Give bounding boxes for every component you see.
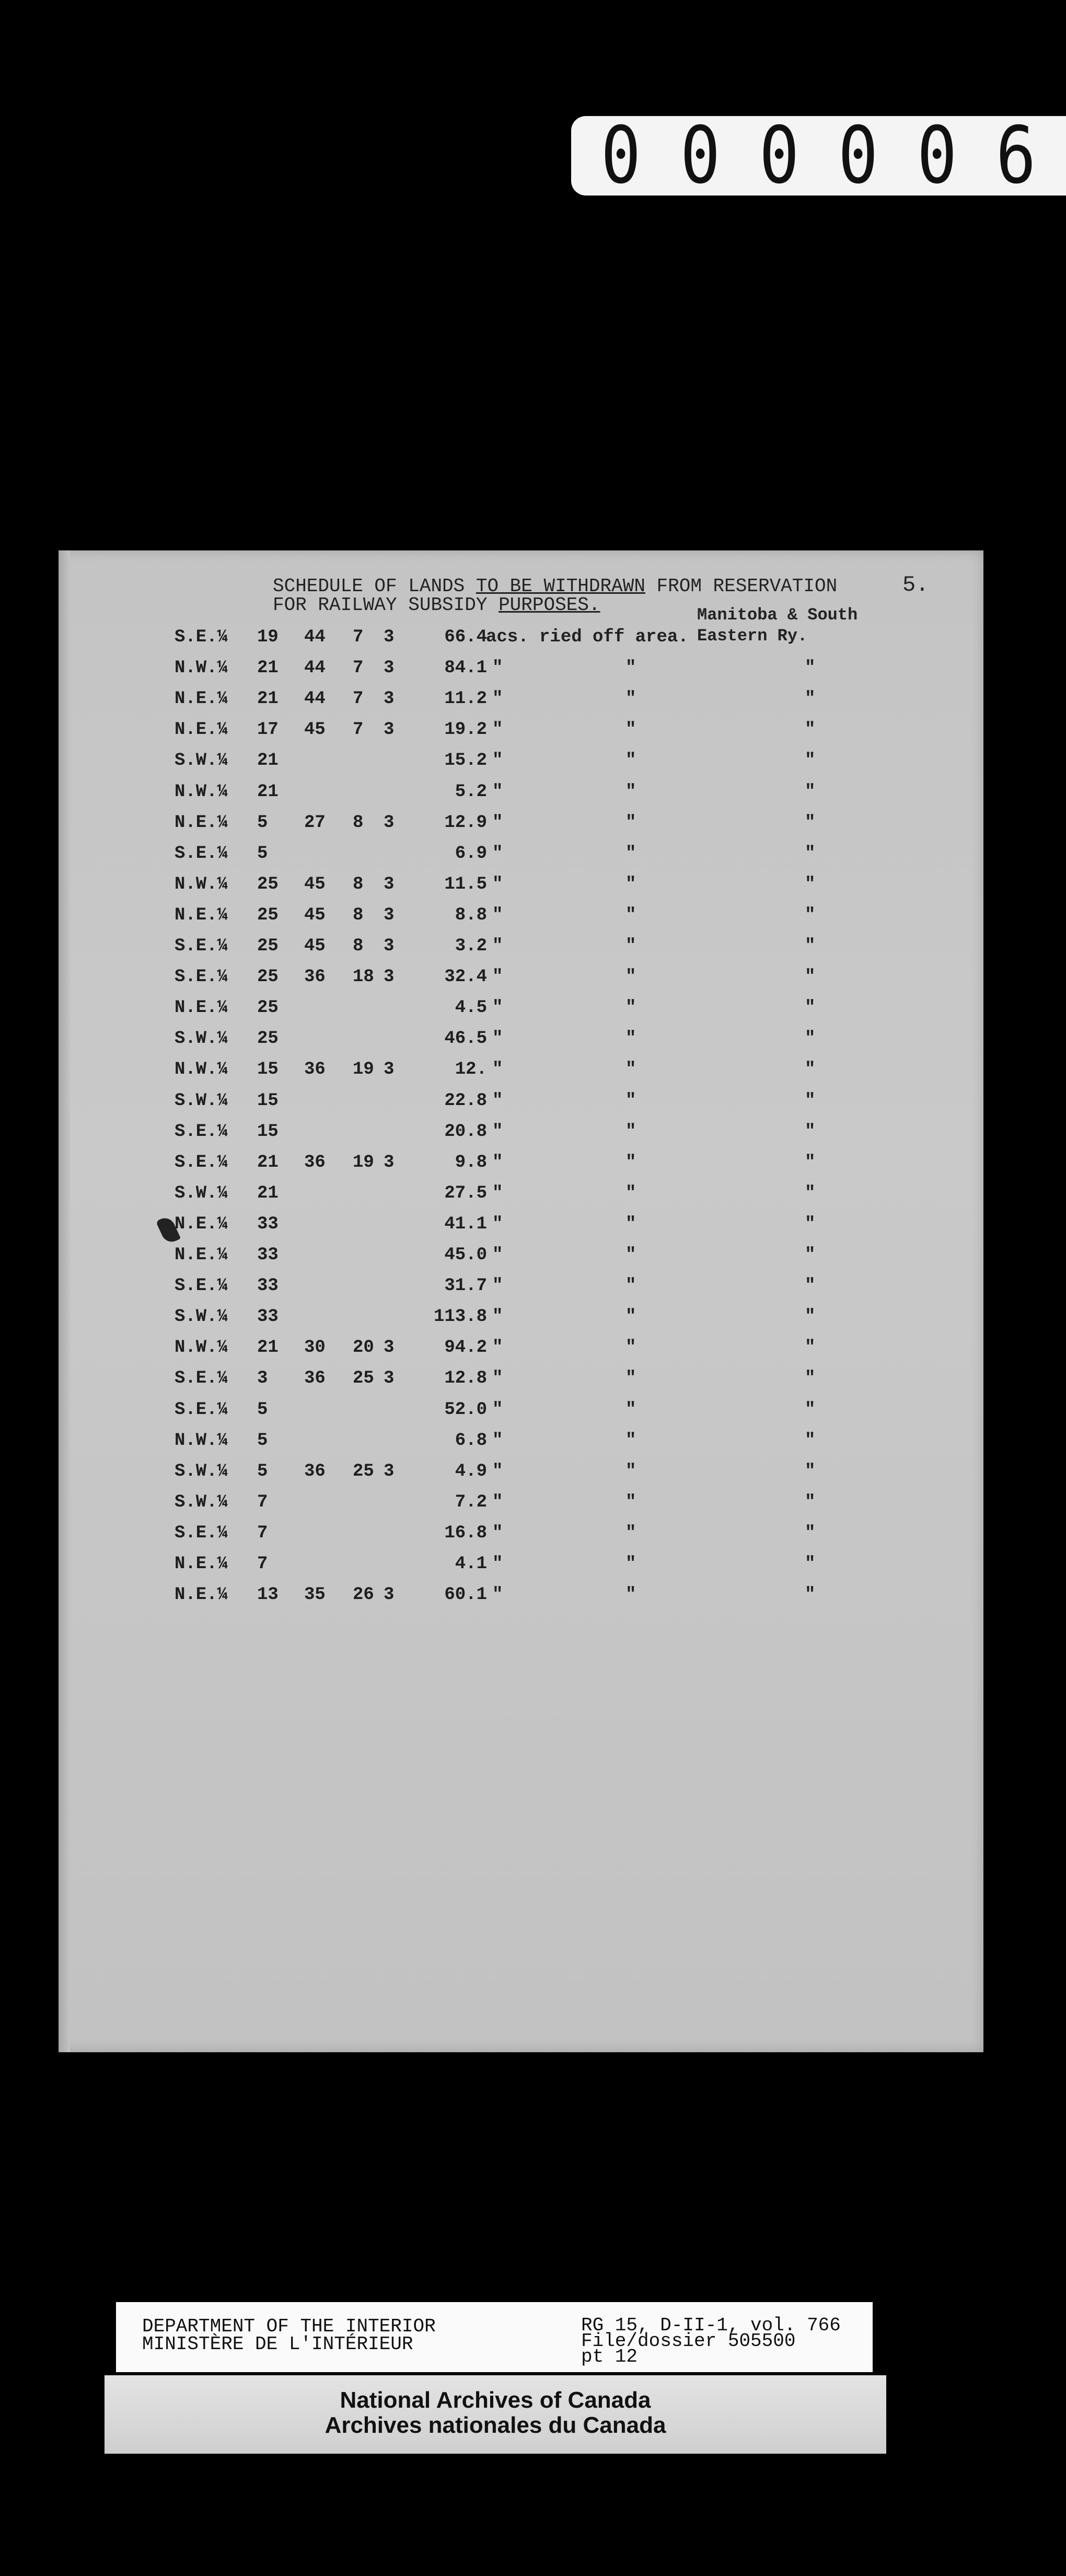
cell-mer: 3 — [384, 1060, 395, 1080]
table-row — [59, 1338, 983, 1369]
cell-d1: " — [492, 1090, 503, 1111]
cell-twp: 27 — [304, 812, 326, 833]
cell-area: 7.2 — [455, 1492, 487, 1512]
cell-d2: " — [625, 1060, 636, 1080]
cell-twp: 36 — [304, 1060, 326, 1080]
cell-d3: " — [805, 689, 816, 709]
cell-sec: 7 — [257, 1554, 268, 1574]
cell-area: 4.9 — [455, 1461, 487, 1481]
cell-area: 12. — [455, 1060, 487, 1080]
cell-area: 45.0 — [444, 1245, 487, 1265]
ref-line-1: RG 15, D-II-1, vol. 766 — [581, 2315, 841, 2336]
cell-d2: " — [625, 843, 636, 864]
cell-d2: " — [625, 1183, 636, 1203]
cell-d3: " — [805, 1060, 816, 1080]
cell-area: 5.2 — [455, 781, 487, 802]
title-underlined-text: PURPOSES. — [499, 594, 600, 616]
cell-q: S.W.¼ — [175, 1183, 228, 1203]
table-row — [59, 1122, 983, 1153]
table-row — [59, 1307, 983, 1338]
cell-d2: " — [625, 1245, 636, 1265]
cell-sec: 21 — [257, 1152, 279, 1172]
cell-sec: 5 — [257, 1399, 268, 1420]
cell-d3: " — [805, 1307, 816, 1327]
cell-d3: " — [805, 658, 816, 678]
cell-sec: 15 — [257, 1060, 279, 1080]
cell-sec: 7 — [257, 1523, 268, 1543]
table-row — [59, 1492, 983, 1524]
table-row — [59, 1029, 983, 1060]
cell-d2: " — [625, 1307, 636, 1327]
cell-q: S.E.¼ — [175, 627, 228, 647]
cell-d1: " — [492, 1060, 503, 1080]
cell-d2: " — [625, 1554, 636, 1574]
cell-q: N.E.¼ — [175, 1245, 228, 1265]
cell-d1: " — [492, 751, 503, 771]
cell-d2: " — [625, 1368, 636, 1389]
cell-d1: " — [492, 1368, 503, 1389]
cell-q: N.E.¼ — [175, 998, 228, 1018]
cell-d2: " — [625, 1121, 636, 1142]
table-row — [59, 627, 983, 659]
table-row — [59, 689, 983, 720]
cell-d3: " — [805, 1585, 816, 1605]
cell-area: 8.8 — [455, 905, 487, 925]
cell-d1: " — [492, 874, 503, 894]
cell-area: 94.2 — [444, 1338, 487, 1358]
cell-q: S.E.¼ — [175, 1399, 228, 1420]
cell-twp: 44 — [304, 658, 326, 678]
frame-counter — [571, 110, 1066, 201]
document-page — [59, 550, 983, 2052]
cell-twp: 36 — [304, 1152, 326, 1172]
cell-sec: 21 — [257, 1183, 279, 1203]
cell-d1: " — [492, 1307, 503, 1327]
cell-rge: 18 — [353, 967, 374, 987]
cell-twp: 45 — [304, 936, 326, 956]
cell-d2: " — [625, 1029, 636, 1049]
title-text: FROM RESERVATION — [645, 576, 838, 597]
cell-d2: " — [625, 689, 636, 709]
table-row — [59, 751, 983, 782]
cell-d2: " — [625, 874, 636, 894]
cell-sec: 33 — [257, 1214, 279, 1234]
counter-digit: 0 — [680, 110, 721, 201]
table-row — [59, 720, 983, 751]
cell-q: S.E.¼ — [175, 843, 228, 864]
cell-area: 84.1 — [444, 658, 487, 678]
cell-rge: 8 — [353, 936, 364, 956]
cell-area: 3.2 — [455, 936, 487, 956]
cell-q: N.E.¼ — [175, 689, 228, 709]
cell-d3: " — [805, 1152, 816, 1172]
cell-d2: " — [625, 658, 636, 678]
cell-twp: 44 — [304, 627, 326, 647]
cell-area: 4.5 — [455, 998, 487, 1018]
cell-mer: 3 — [384, 1461, 395, 1481]
cell-d3: " — [805, 1090, 816, 1111]
cell-area: 32.4 — [444, 967, 487, 987]
cell-d1: " — [492, 1152, 503, 1172]
cell-rge: 8 — [353, 874, 364, 894]
cell-area: 11.2 — [444, 689, 487, 709]
table-row — [59, 1585, 983, 1616]
cell-d2: " — [625, 1152, 636, 1172]
cell-area: 60.1 — [444, 1585, 487, 1605]
cell-d2: " — [625, 1399, 636, 1420]
cell-d3: " — [805, 1338, 816, 1358]
cell-rge: 19 — [353, 1152, 374, 1172]
table-row — [59, 1276, 983, 1307]
title-underlined-text: TO BE WITHDRAWN — [476, 576, 645, 597]
cell-rge: 25 — [353, 1461, 374, 1481]
cell-rge: 7 — [353, 627, 364, 647]
cell-d3: " — [805, 751, 816, 771]
archives-name-en: National Archives of Canada — [340, 2387, 651, 2413]
table-row — [59, 1554, 983, 1585]
archives-name-fr: Archives nationales du Canada — [325, 2412, 666, 2438]
cell-q: S.E.¼ — [175, 1368, 228, 1389]
table-row — [59, 998, 983, 1029]
cell-d3: " — [805, 936, 816, 956]
cell-twp: 45 — [304, 874, 326, 894]
cell-d2: " — [625, 751, 636, 771]
cell-area: 19.2 — [444, 720, 487, 740]
table-row — [59, 1245, 983, 1276]
page-number: 5. — [902, 572, 929, 597]
cell-d1: " — [492, 689, 503, 709]
cell-d2: " — [625, 1090, 636, 1111]
cell-sec: 7 — [257, 1492, 268, 1512]
cell-rge: 7 — [353, 658, 364, 678]
cell-d2: " — [625, 812, 636, 833]
table-row — [59, 1431, 983, 1462]
cell-d2: " — [625, 781, 636, 802]
cell-d2: " — [625, 967, 636, 987]
cell-sec: 5 — [257, 843, 268, 864]
cell-rge: 8 — [353, 812, 364, 833]
archive-reference-label — [116, 2302, 873, 2372]
cell-rge: 19 — [353, 1060, 374, 1080]
table-row — [59, 1214, 983, 1246]
cell-d2: " — [625, 1585, 636, 1605]
cell-rge: 20 — [353, 1338, 374, 1358]
cell-mer: 3 — [384, 1368, 395, 1389]
cell-twp: 36 — [304, 967, 326, 987]
table-row — [59, 967, 983, 998]
file-reference — [581, 2315, 841, 2367]
cell-sec: 5 — [257, 1461, 268, 1481]
cell-q: S.W.¼ — [175, 1492, 228, 1512]
first-row-note: acs. ried off area. — [486, 627, 689, 647]
cell-q: S.W.¼ — [175, 751, 228, 771]
cell-sec: 21 — [257, 689, 279, 709]
cell-d1: " — [492, 1585, 503, 1605]
table-row — [59, 1060, 983, 1091]
cell-d1: " — [492, 1121, 503, 1142]
cell-rge: 7 — [353, 720, 364, 740]
cell-q: S.W.¼ — [175, 1029, 228, 1049]
cell-mer: 3 — [384, 658, 395, 678]
cell-d3: " — [805, 905, 816, 925]
cell-q: N.E.¼ — [175, 1554, 228, 1574]
cell-q: N.W.¼ — [175, 1060, 228, 1080]
table-row — [59, 844, 983, 875]
cell-mer: 3 — [384, 1585, 395, 1605]
cell-d1: " — [492, 720, 503, 740]
cell-sec: 25 — [257, 998, 279, 1018]
cell-sec: 3 — [257, 1368, 268, 1389]
title-text: SCHEDULE OF LANDS — [273, 576, 476, 597]
cell-d2: " — [625, 998, 636, 1018]
cell-d3: " — [805, 1492, 816, 1512]
cell-sec: 33 — [257, 1245, 279, 1265]
cell-d2: " — [625, 1430, 636, 1451]
cell-mer: 3 — [384, 936, 395, 956]
cell-area: 66.4 — [444, 627, 487, 647]
cell-mer: 3 — [384, 967, 395, 987]
table-row — [59, 1091, 983, 1122]
cell-q: N.E.¼ — [175, 1585, 228, 1605]
cell-d1: " — [492, 1461, 503, 1481]
cell-mer: 3 — [384, 627, 395, 647]
cell-d3: " — [805, 1214, 816, 1234]
cell-sec: 15 — [257, 1121, 279, 1142]
schedule-title-line-2 — [273, 594, 600, 616]
cell-sec: 15 — [257, 1090, 279, 1111]
cell-d1: " — [492, 1029, 503, 1049]
cell-q: N.W.¼ — [175, 1430, 228, 1451]
counter-digit: 6 — [995, 110, 1036, 201]
cell-d3: " — [805, 1523, 816, 1543]
cell-sec: 21 — [257, 1338, 279, 1358]
table-row — [59, 1183, 983, 1215]
cell-q: N.W.¼ — [175, 658, 228, 678]
department-fr: MINISTÈRE DE L'INTÉRIEUR — [142, 2333, 413, 2355]
cell-area: 16.8 — [444, 1523, 487, 1543]
ref-line-3: pt 12 — [581, 2346, 638, 2367]
cell-d3: " — [805, 812, 816, 833]
table-row — [59, 1400, 983, 1431]
cell-d3: " — [805, 967, 816, 987]
cell-d3: " — [805, 1554, 816, 1574]
cell-q: S.E.¼ — [175, 1152, 228, 1172]
cell-q: S.E.¼ — [175, 1121, 228, 1142]
cell-d3: " — [805, 1183, 816, 1203]
cell-mer: 3 — [384, 689, 395, 709]
counter-digit: 0 — [759, 110, 800, 201]
cell-mer: 3 — [384, 1152, 395, 1172]
cell-area: 11.5 — [444, 874, 487, 894]
cell-q: S.W.¼ — [175, 1090, 228, 1111]
cell-d1: " — [492, 1183, 503, 1203]
cell-q: N.E.¼ — [175, 720, 228, 740]
table-row — [59, 813, 983, 844]
cell-area: 22.8 — [444, 1090, 487, 1111]
cell-q: S.E.¼ — [175, 936, 228, 956]
cell-d2: " — [625, 936, 636, 956]
cell-d3: " — [805, 874, 816, 894]
cell-area: 41.1 — [444, 1214, 487, 1234]
cell-sec: 19 — [257, 627, 279, 647]
cell-mer: 3 — [384, 874, 395, 894]
table-row — [59, 658, 983, 689]
cell-area: 27.5 — [444, 1183, 487, 1203]
cell-area: 20.8 — [444, 1121, 487, 1142]
counter-digit: 0 — [917, 110, 957, 201]
table-row — [59, 782, 983, 813]
cell-twp: 36 — [304, 1368, 326, 1389]
cell-d1: " — [492, 843, 503, 864]
cell-q: S.W.¼ — [175, 1307, 228, 1327]
cell-area: 9.8 — [455, 1152, 487, 1172]
cell-sec: 25 — [257, 967, 279, 987]
counter-digit: 0 — [838, 110, 878, 201]
title-text: FOR RAILWAY SUBSIDY — [273, 594, 499, 616]
cell-area: 12.8 — [444, 1368, 487, 1389]
cell-mer: 3 — [384, 720, 395, 740]
cell-d3: " — [805, 781, 816, 802]
cell-d1: " — [492, 1338, 503, 1358]
cell-d3: " — [805, 1121, 816, 1142]
cell-d3: " — [805, 720, 816, 740]
cell-sec: 13 — [257, 1585, 279, 1605]
cell-q: N.W.¼ — [175, 781, 228, 802]
cell-d1: " — [492, 781, 503, 802]
cell-area: 4.1 — [455, 1554, 487, 1574]
counter-digit: 0 — [601, 110, 641, 201]
cell-d1: " — [492, 1214, 503, 1234]
cell-area: 52.0 — [444, 1399, 487, 1420]
cell-d1: " — [492, 1492, 503, 1512]
cell-d1: " — [492, 658, 503, 678]
cell-twp: 36 — [304, 1461, 326, 1481]
cell-sec: 33 — [257, 1276, 279, 1296]
cell-twp: 35 — [304, 1585, 326, 1605]
cell-d2: " — [625, 1492, 636, 1512]
table-row — [59, 1153, 983, 1184]
cell-q: N.W.¼ — [175, 1338, 228, 1358]
cell-d2: " — [625, 905, 636, 925]
cell-d2: " — [625, 1523, 636, 1543]
cell-d3: " — [805, 1430, 816, 1451]
table-row — [59, 1523, 983, 1555]
cell-q: S.W.¼ — [175, 1461, 228, 1481]
cell-sec: 25 — [257, 874, 279, 894]
cell-rge: 26 — [353, 1585, 374, 1605]
cell-mer: 3 — [384, 905, 395, 925]
cell-q: S.E.¼ — [175, 1523, 228, 1543]
cell-d1: " — [492, 936, 503, 956]
schedule-title-line-1 — [273, 576, 837, 597]
cell-d2: " — [625, 1338, 636, 1358]
department-en: DEPARTMENT OF THE INTERIOR — [142, 2316, 436, 2337]
cell-mer: 3 — [384, 812, 395, 833]
cell-d2: " — [625, 1461, 636, 1481]
cell-area: 6.8 — [455, 1430, 487, 1451]
cell-sec: 5 — [257, 1430, 268, 1451]
cell-q: N.E.¼ — [175, 905, 228, 925]
table-row — [59, 905, 983, 937]
cell-sec: 21 — [257, 658, 279, 678]
cell-q: N.W.¼ — [175, 874, 228, 894]
archives-banner — [105, 2375, 886, 2454]
table-row — [59, 1368, 983, 1400]
cell-sec: 25 — [257, 1029, 279, 1049]
cell-d1: " — [492, 998, 503, 1018]
table-row — [59, 875, 983, 906]
cell-area: 12.9 — [444, 812, 487, 833]
cell-rge: 25 — [353, 1368, 374, 1389]
department-name — [142, 2318, 436, 2353]
cell-sec: 17 — [257, 720, 279, 740]
cell-twp: 45 — [304, 905, 326, 925]
railway-name-line-2: Eastern Ry. — [697, 626, 808, 646]
cell-sec: 5 — [257, 812, 268, 833]
cell-q: S.E.¼ — [175, 1276, 228, 1296]
cell-twp: 30 — [304, 1338, 326, 1358]
cell-twp: 44 — [304, 689, 326, 709]
cell-rge: 7 — [353, 689, 364, 709]
railway-name-line-1: Manitoba & South — [697, 605, 858, 625]
cell-d1: " — [492, 1245, 503, 1265]
cell-sec: 21 — [257, 751, 279, 771]
cell-area: 15.2 — [444, 751, 487, 771]
cell-d3: " — [805, 1461, 816, 1481]
cell-area: 6.9 — [455, 843, 487, 864]
cell-d1: " — [492, 812, 503, 833]
cell-d1: " — [492, 905, 503, 925]
cell-area: 113.8 — [433, 1307, 487, 1327]
cell-sec: 25 — [257, 936, 279, 956]
table-row — [59, 936, 983, 968]
cell-d3: " — [805, 1245, 816, 1265]
cell-d1: " — [492, 1554, 503, 1574]
cell-d1: " — [492, 1399, 503, 1420]
cell-d3: " — [805, 998, 816, 1018]
ref-line-2: File/dossier 505500 — [581, 2330, 796, 2352]
cell-d1: " — [492, 1276, 503, 1296]
cell-q: S.E.¼ — [175, 967, 228, 987]
cell-d3: " — [805, 1029, 816, 1049]
cell-d1: " — [492, 1523, 503, 1543]
cell-sec: 21 — [257, 781, 279, 802]
cell-q: N.E.¼ — [175, 812, 228, 833]
cell-q: N.E.¼ — [175, 1214, 228, 1234]
cell-sec: 33 — [257, 1307, 279, 1327]
cell-area: 46.5 — [444, 1029, 487, 1049]
cell-rge: 8 — [353, 905, 364, 925]
table-row — [59, 1462, 983, 1493]
cell-d3: " — [805, 843, 816, 864]
cell-d3: " — [805, 1368, 816, 1389]
cell-mer: 3 — [384, 1338, 395, 1358]
cell-twp: 45 — [304, 720, 326, 740]
cell-d1: " — [492, 1430, 503, 1451]
cell-sec: 25 — [257, 905, 279, 925]
cell-area: 31.7 — [444, 1276, 487, 1296]
cell-d3: " — [805, 1276, 816, 1296]
cell-d2: " — [625, 1214, 636, 1234]
cell-d3: " — [805, 1399, 816, 1420]
cell-d2: " — [625, 1276, 636, 1296]
cell-d2: " — [625, 720, 636, 740]
cell-d1: " — [492, 967, 503, 987]
